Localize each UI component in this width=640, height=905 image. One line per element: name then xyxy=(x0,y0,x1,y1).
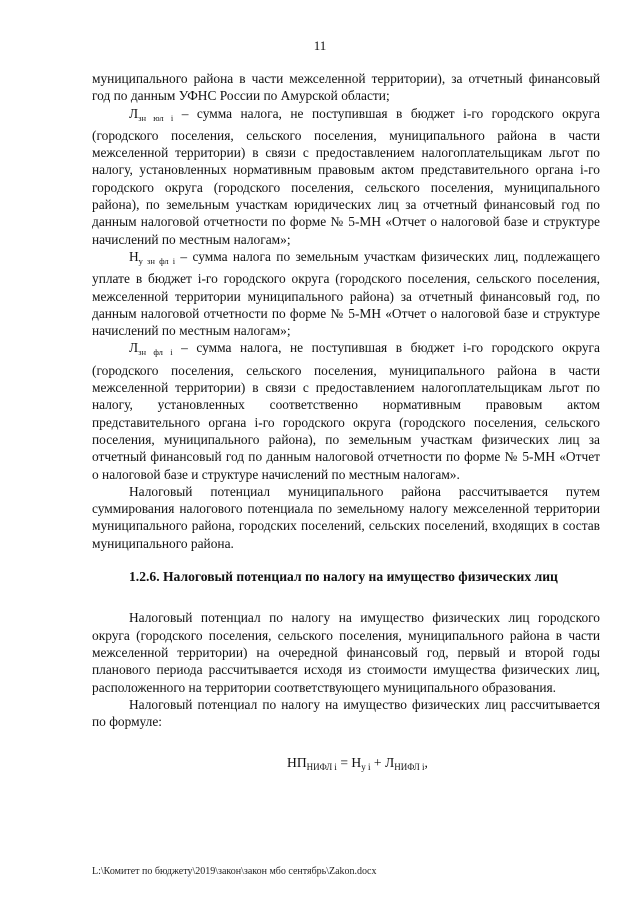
paragraph-l-zn-yul xyxy=(92,105,600,248)
document-body xyxy=(92,70,600,777)
symbol-main: Н xyxy=(129,248,139,264)
symbol-main: Л xyxy=(129,340,139,356)
paragraph-text: – сумма налога, не поступившая в бюджет i-го городского округа (городского поселения, сельского поселения, муниципального района в части межселенной территории) в связи с предоставлением налогоплательщикам льгот по налогу, установленных соответственно нормативным правовым актом представительного органа i-го городского округа (городского поселения, сельского поселения, муниципального района), по земельным участкам физических лиц за отчетный финансовый год по данным налоговой отчетности по форме № 5-МН «Отчет о налоговой базе и структуре начислений по местным налогам». xyxy=(92,340,600,482)
paragraph-text: – сумма налога, не поступившая в бюджет i-го городского округа (городского поселения, сельского поселения, муниципального района в части межселенной территории) в связи с предоставлением налогоплательщикам льгот по налогу, установленных нормативным правовым актом представительного органа i-го городского округа (городского поселения, сельского поселения, муниципального района), по земельным участкам юридических лиц за отчетный финансовый год по данным налоговой отчетности по форме № 5-МН «Отчет о налоговой базе и структуре начислений по местным налогам»; xyxy=(92,105,600,247)
paragraph-continuation: муниципального района в части межселенной территории), за отчетный финансовый год по данным УФНС России по Амурской области; xyxy=(92,71,600,104)
formula-plus: + xyxy=(370,755,385,771)
formula-lhs-subscript: НИФЛ i xyxy=(306,762,337,773)
paragraph-l-zn-fl xyxy=(92,339,600,482)
page-number: 11 xyxy=(313,38,327,53)
section-heading: 1.2.6. Налоговый потенциал по налогу на имущество физических лиц xyxy=(129,569,558,585)
formula-equals: = xyxy=(336,755,352,771)
formula-term1: Н xyxy=(351,755,362,771)
paragraph-text: – сумма налога по земельным участкам физических лиц, подлежащего уплате в бюджет i-го городского округа (городского поселения, сельского поселения, межселенной территории муниципального района) за отчетный финансовый год, по данным налоговой отчетности по форме № 5-МН «Отчет о налоговой базе и структуре начислений по местным налогам»; xyxy=(92,248,600,339)
footer-file-path: L:\Комитет по бюджету\2019\закон\закон мбо сентябрь\Zakon.docx xyxy=(92,866,377,877)
formula xyxy=(92,754,600,776)
formula-term2: Л xyxy=(384,755,395,771)
symbol-subscript: зн юл i xyxy=(138,112,174,123)
symbol-subscript: у зн фл i xyxy=(138,255,176,266)
spacer xyxy=(92,585,600,609)
formula-term1-subscript: у i xyxy=(361,762,371,773)
formula-term2-subscript: НИФЛ i xyxy=(394,762,425,773)
paragraph-formula-intro: Налоговый потенциал по налогу на имущество физических лиц рассчитывается по формуле: xyxy=(92,696,600,730)
spacer xyxy=(92,552,600,558)
paragraph-n-u-zn-fl xyxy=(92,248,600,339)
formula-tail: , xyxy=(424,755,428,771)
formula-lhs: НП xyxy=(287,755,307,771)
symbol-main: Л xyxy=(129,105,139,121)
paragraph-nifl-intro: Налоговый потенциал по налогу на имущество физических лиц городского округа (городского поселения, сельского поселения, муниципального района в части межселенной территории) на очередной финансовый год, первый и второй годы планового периода рассчитывается исходя из стоимости имущества физических лиц, расположенного на территории соответствующего муниципального образования. xyxy=(92,610,600,695)
symbol-subscript: зн фл i xyxy=(138,347,173,358)
paragraph-summary: Налоговый потенциал муниципального района рассчитывается путем суммирования налогового потенциала по земельному налогу межселенной территории муниципального района, городских поселений, сельских поселений, входящих в состав муниципального района. xyxy=(92,483,600,551)
